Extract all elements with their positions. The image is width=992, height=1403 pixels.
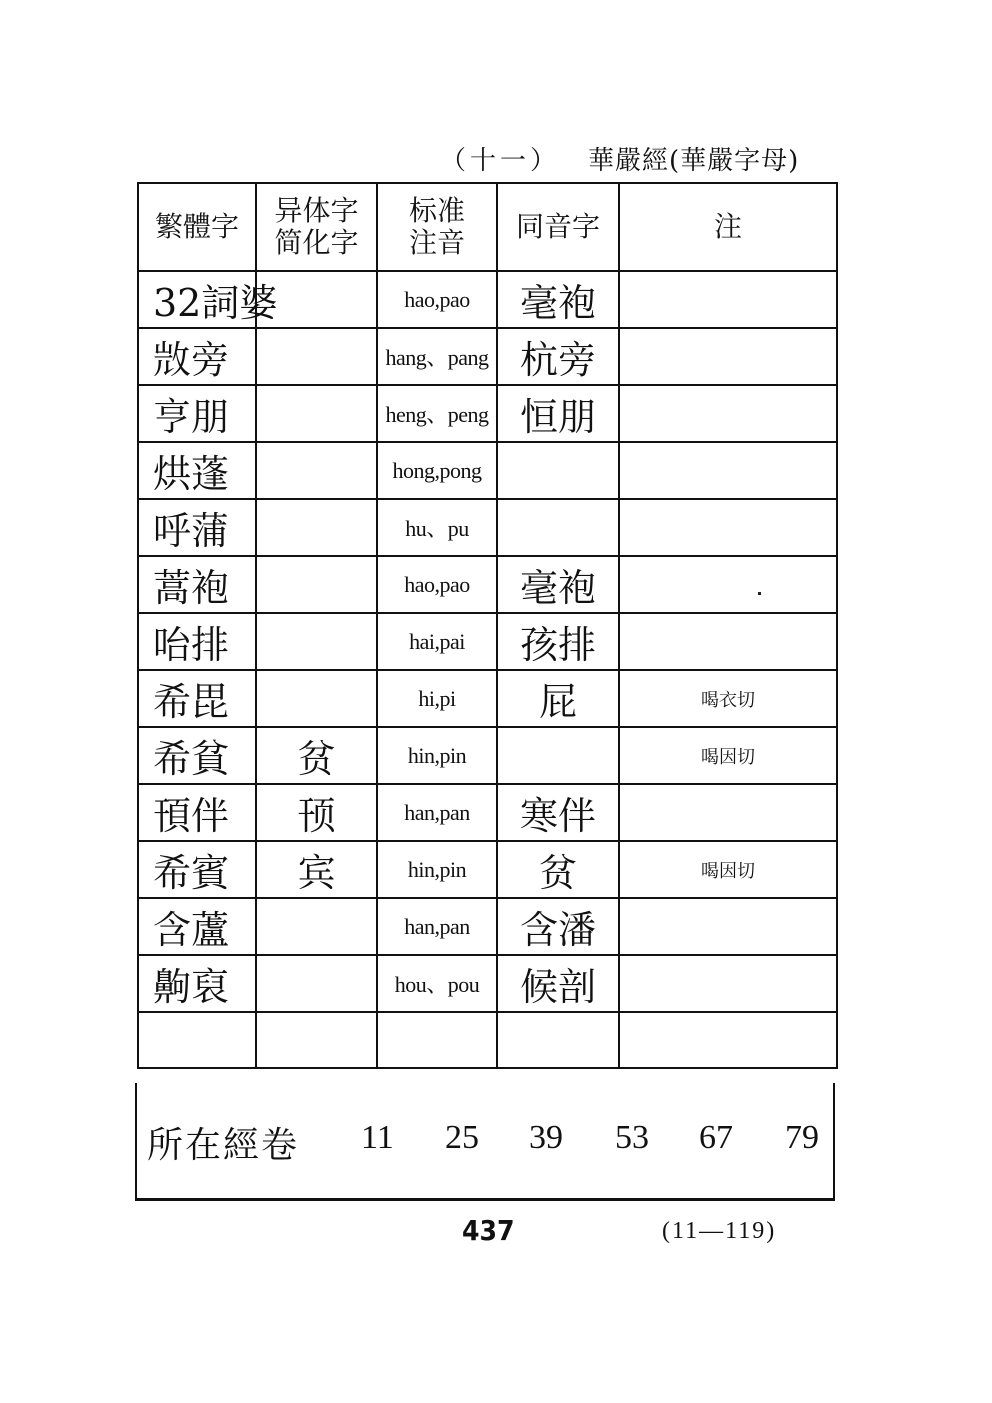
homophone-cell [497, 442, 619, 499]
variant-cell [256, 670, 377, 727]
note-cell [619, 328, 837, 385]
note-cell [619, 499, 837, 556]
note-cell [619, 898, 837, 955]
homophone-cell: 毫袍 [497, 271, 619, 328]
note-cell: 喝衣切 [619, 670, 837, 727]
empty-cell [138, 1012, 256, 1068]
table-row-empty [138, 1012, 837, 1068]
homophone-cell: 屁 [497, 670, 619, 727]
print-speck [758, 592, 761, 595]
page-number: 437 [462, 1214, 515, 1247]
note-cell [619, 442, 837, 499]
traditional-cell: 希毘 [138, 670, 256, 727]
table-row [138, 499, 837, 556]
variant-cell [256, 613, 377, 670]
table-row [138, 784, 837, 841]
note-cell [619, 955, 837, 1012]
traditional-cell: 亨朋 [138, 385, 256, 442]
homophone-cell: 毫袍 [497, 556, 619, 613]
pinyin-cell: han,pan [377, 784, 497, 841]
volume-number: 67 [699, 1119, 733, 1156]
variant-cell [256, 898, 377, 955]
pinyin-cell: hang、pang [377, 328, 497, 385]
pinyin-cell: hou、pou [377, 955, 497, 1012]
volume-number: 53 [615, 1119, 649, 1156]
table-row [138, 727, 837, 784]
homophone-cell: 杭旁 [497, 328, 619, 385]
homophone-cell: 候剖 [497, 955, 619, 1012]
col-header-note: 注 [619, 183, 837, 271]
pinyin-cell: hong,pong [377, 442, 497, 499]
table-row [138, 556, 837, 613]
col-header-pinyin: 标准 注音 [377, 183, 497, 271]
table-row [138, 841, 837, 898]
col-header-traditional: 繁體字 [138, 183, 256, 271]
variant-cell [256, 499, 377, 556]
volume-label: 所在經卷 [147, 1125, 300, 1166]
homophone-cell [497, 727, 619, 784]
pinyin-cell: hi,pi [377, 670, 497, 727]
homophone-cell: 贫 [497, 841, 619, 898]
note-cell: 喝因切 [619, 727, 837, 784]
table-row [138, 271, 837, 328]
section-title: 華嚴經(華嚴字母) [588, 146, 800, 176]
page-reference: (11—119) [662, 1218, 777, 1244]
homophone-cell: 含潘 [497, 898, 619, 955]
traditional-cell: 頇伴 [138, 784, 256, 841]
pinyin-cell: hao,pao [377, 271, 497, 328]
section-number: （十一） [440, 146, 561, 176]
traditional-cell: 希貧 [138, 727, 256, 784]
table-header-row [138, 183, 837, 271]
volume-number: 11 [361, 1119, 394, 1156]
empty-cell [619, 1012, 837, 1068]
note-cell [619, 271, 837, 328]
pinyin-cell: hu、pu [377, 499, 497, 556]
variant-cell [256, 385, 377, 442]
volume-row [135, 1083, 835, 1201]
variant-cell [256, 328, 377, 385]
col-header-variant: 异体字 简化字 [256, 183, 377, 271]
traditional-cell: 齁裒 [138, 955, 256, 1012]
empty-cell [256, 1012, 377, 1068]
traditional-cell: 32詞婆 [138, 271, 256, 328]
pinyin-cell: heng、peng [377, 385, 497, 442]
note-cell [619, 784, 837, 841]
traditional-cell: 含蘆 [138, 898, 256, 955]
pinyin-cell: hin,pin [377, 841, 497, 898]
homophone-cell [497, 499, 619, 556]
traditional-cell: 咍排 [138, 613, 256, 670]
volume-number: 25 [445, 1119, 479, 1156]
volume-number: 79 [785, 1119, 819, 1156]
volume-number: 39 [529, 1119, 563, 1156]
traditional-cell: 𣁋旁 [138, 328, 256, 385]
table-row [138, 898, 837, 955]
traditional-cell: 烘蓬 [138, 442, 256, 499]
table-row [138, 613, 837, 670]
note-cell [619, 556, 837, 613]
homophone-cell: 恒朋 [497, 385, 619, 442]
empty-cell [497, 1012, 619, 1068]
variant-cell [256, 442, 377, 499]
variant-cell: 宾 [256, 841, 377, 898]
character-table [137, 182, 838, 1069]
pinyin-cell: hai,pai [377, 613, 497, 670]
table-row [138, 442, 837, 499]
table-row [138, 328, 837, 385]
page-header [440, 140, 840, 176]
variant-cell [256, 955, 377, 1012]
traditional-cell: 蒿袍 [138, 556, 256, 613]
variant-cell: 顸 [256, 784, 377, 841]
pinyin-cell: hao,pao [377, 556, 497, 613]
note-cell [619, 385, 837, 442]
traditional-cell: 希賓 [138, 841, 256, 898]
col-header-homophone: 同音字 [497, 183, 619, 271]
variant-cell: 贫 [256, 727, 377, 784]
note-cell: 喝因切 [619, 841, 837, 898]
table-row [138, 955, 837, 1012]
note-cell [619, 613, 837, 670]
homophone-cell: 寒伴 [497, 784, 619, 841]
pinyin-cell: hin,pin [377, 727, 497, 784]
pinyin-cell: han,pan [377, 898, 497, 955]
homophone-cell: 孩排 [497, 613, 619, 670]
variant-cell [256, 556, 377, 613]
table-row [138, 670, 837, 727]
table-row [138, 385, 837, 442]
traditional-cell: 呼蒲 [138, 499, 256, 556]
empty-cell [377, 1012, 497, 1068]
